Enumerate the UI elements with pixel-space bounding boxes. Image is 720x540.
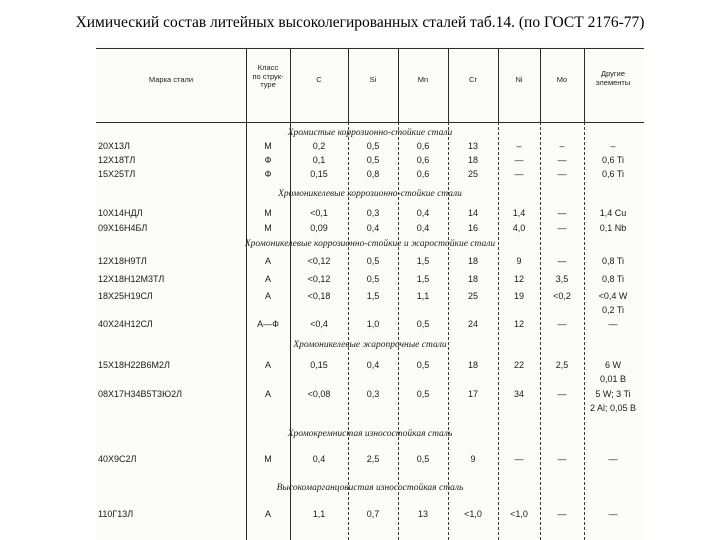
table-cell-ni: 9 <box>516 256 522 266</box>
table-cell-ni: 12 <box>513 274 524 284</box>
table-cell-cls: А <box>264 389 271 399</box>
table-cell-cr: 16 <box>467 223 478 233</box>
header-column-divider <box>498 48 499 122</box>
table-cell-c: 0,1 <box>312 155 326 165</box>
table-cell-other: 0,6 Ti <box>601 169 624 179</box>
table-cell-cls: А—Ф <box>257 319 279 329</box>
header-ni: Ni <box>515 75 523 84</box>
table-cell-other-line-2: 0,2 Ti <box>601 305 624 315</box>
table-cell-other: 0,6 Ti <box>601 155 624 165</box>
table-top-rule <box>96 48 644 49</box>
table-cell-si: 0,3 <box>366 208 380 218</box>
table-cell-mn: 1,1 <box>416 291 430 301</box>
table-cell-cr: <1,0 <box>464 509 482 519</box>
table-cell-ni: 34 <box>513 389 524 399</box>
header-c: C <box>316 75 322 84</box>
table-cell-c: 1,1 <box>312 509 326 519</box>
table-cell-mo: — <box>557 256 567 266</box>
table-row-grade: 18Х25Н19СЛ <box>98 291 153 301</box>
table-cell-c: <0,4 <box>310 319 328 329</box>
table-cell-other: — <box>608 509 618 519</box>
table-cell-mo: — <box>557 454 567 464</box>
table-cell-mn: 0,6 <box>416 141 430 151</box>
section-title: Хромоникелевые коррозионно-стойкие стали <box>278 189 462 199</box>
table-cell-si: 0,3 <box>366 389 380 399</box>
table-cell-cr: 13 <box>467 141 478 151</box>
table-cell-cr: 18 <box>467 360 478 370</box>
table-cell-other: — <box>608 454 618 464</box>
table-cell-other: 0,1 Nb <box>599 223 627 233</box>
table-cell-ni: <1,0 <box>510 509 528 519</box>
header-column-divider <box>448 48 449 122</box>
table-cell-si: 0,4 <box>366 223 380 233</box>
table-cell-other-line-2: 0,01 B <box>599 374 627 384</box>
header-class-line-2: по струк- <box>252 71 284 81</box>
table-cell-cr: 25 <box>467 169 478 179</box>
table-cell-mo: — <box>557 155 567 165</box>
table-row-grade: 15Х25ТЛ <box>98 169 136 179</box>
table-cell-si: 0,5 <box>366 274 380 284</box>
table-cell-si: 0,8 <box>366 169 380 179</box>
column-divider-dashed <box>348 122 349 540</box>
header-column-divider <box>398 48 399 122</box>
table-cell-si: 1,0 <box>366 319 380 329</box>
table-cell-other-line-2: 2 Al; 0,05 B <box>589 403 637 413</box>
table-cell-ni: – <box>516 141 522 151</box>
table-cell-cls: А <box>264 291 271 301</box>
table-cell-mo: <0,2 <box>553 291 571 301</box>
table-cell-cls: Ф <box>264 169 272 179</box>
table-cell-cls: М <box>264 454 272 464</box>
header-class-line-3: туре <box>260 80 276 89</box>
table-cell-cls: А <box>264 509 271 519</box>
table-row-grade: 12Х18Н12М3ТЛ <box>98 274 165 284</box>
scanned-table <box>96 42 644 540</box>
table-cell-other: 0,8 Ti <box>601 256 624 266</box>
table-cell-ni: 12 <box>513 319 524 329</box>
table-cell-cls: М <box>264 208 272 218</box>
table-cell-c: 0,2 <box>312 141 326 151</box>
table-cell-mo: — <box>557 223 567 233</box>
table-cell-c: <0,08 <box>307 389 331 399</box>
table-row-grade: 20Х13Л <box>98 141 130 151</box>
header-other-line-1: Другие <box>600 69 625 78</box>
table-cell-mn: 13 <box>417 509 428 519</box>
header-si: Si <box>369 75 377 84</box>
table-cell-c: 0,15 <box>310 360 328 370</box>
column-divider-dashed <box>584 122 585 540</box>
table-cell-si: 0,7 <box>366 509 380 519</box>
table-cell-mo: 3,5 <box>555 274 569 284</box>
table-cell-cr: 18 <box>467 256 478 266</box>
table-cell-c: 0,15 <box>310 169 328 179</box>
table-cell-si: 0,5 <box>366 141 380 151</box>
table-row-grade: 12Х18Н9ТЛ <box>98 256 147 266</box>
section-title: Хромоникелевые коррозионно-стойкие и жаростойкие стали <box>244 239 496 249</box>
table-cell-si: 2,5 <box>366 454 380 464</box>
header-cr: Cr <box>469 75 477 84</box>
table-cell-cr: 18 <box>467 274 478 284</box>
table-cell-si: 0,4 <box>366 360 380 370</box>
table-cell-mo: – <box>559 141 565 151</box>
section-title: Хромистые коррозионно-стойкие стали <box>287 128 453 138</box>
table-cell-ni: 1,4 <box>512 208 526 218</box>
section-title: Хромокремнистая износостойкая сталь <box>287 429 453 439</box>
table-cell-ni: 19 <box>513 291 524 301</box>
header-other-line-2: элементы <box>595 77 631 87</box>
table-cell-ni: — <box>514 155 524 165</box>
table-cell-other: 6 W <box>604 360 621 370</box>
header-grade: Марка стали <box>148 75 194 84</box>
table-cell-cr: 25 <box>467 291 478 301</box>
table-row-grade: 110Г13Л <box>98 509 134 519</box>
column-divider-dashed <box>398 122 399 540</box>
table-cell-si: 0,5 <box>366 256 380 266</box>
table-cell-cr: 18 <box>467 155 478 165</box>
table-cell-mn: 0,4 <box>416 208 430 218</box>
column-divider-dashed <box>540 122 541 540</box>
table-cell-cls: Ф <box>264 155 272 165</box>
table-row-grade: 15Х18Н22В6М2Л <box>98 360 170 370</box>
table-cell-ni: — <box>514 169 524 179</box>
header-column-divider <box>348 48 349 122</box>
table-cell-other: – <box>610 141 616 151</box>
table-cell-c: 0,09 <box>310 223 328 233</box>
section-title: Хромоникелевые жаропрочные стали <box>293 340 447 350</box>
table-row-grade: 08Х17Н34В5Т3Ю2Л <box>98 389 183 399</box>
table-cell-mo: — <box>557 509 567 519</box>
table-cell-cls: А <box>264 256 271 266</box>
table-cell-cr: 17 <box>467 389 478 399</box>
table-row-grade: 40Х9С2Л <box>98 454 137 464</box>
table-cell-mo: — <box>557 208 567 218</box>
table-cell-ni: — <box>514 454 524 464</box>
header-mn: Mn <box>417 75 429 84</box>
table-row-grade: 40Х24Н12СЛ <box>98 319 153 329</box>
header-other <box>584 70 642 87</box>
table-cell-mn: 1,5 <box>416 256 430 266</box>
table-cell-mn: 0,5 <box>416 454 430 464</box>
table-cell-ni: 4,0 <box>512 223 526 233</box>
table-cell-other: 5 W; 3 Ti <box>595 389 631 399</box>
column-divider-dashed <box>498 122 499 540</box>
table-cell-c: <0,12 <box>307 256 331 266</box>
header-column-divider <box>540 48 541 122</box>
table-cell-other: — <box>608 319 618 329</box>
header-class-line-1: Класс <box>257 63 279 72</box>
table-cell-cr: 24 <box>467 319 478 329</box>
table-cell-c: 0,4 <box>312 454 326 464</box>
table-cell-mn: 0,6 <box>416 155 430 165</box>
table-cell-ni: 22 <box>513 360 524 370</box>
table-cell-cr: 14 <box>467 208 478 218</box>
table-cell-mo: — <box>557 319 567 329</box>
table-cell-mo: — <box>557 169 567 179</box>
table-cell-other: <0,4 W <box>598 291 628 301</box>
table-cell-cls: А <box>264 274 271 284</box>
table-cell-mn: 0,6 <box>416 169 430 179</box>
header-bottom-rule <box>96 122 644 123</box>
table-cell-cls: А <box>264 360 271 370</box>
table-cell-si: 0,5 <box>366 155 380 165</box>
column-divider-dashed <box>448 122 449 540</box>
table-cell-mn: 0,5 <box>416 360 430 370</box>
table-cell-mo: — <box>557 389 567 399</box>
table-cell-mn: 0,5 <box>416 319 430 329</box>
table-row-grade: 10Х14НДЛ <box>98 208 143 218</box>
table-cell-mn: 1,5 <box>416 274 430 284</box>
table-cell-cls: М <box>264 141 272 151</box>
table-cell-mo: 2,5 <box>555 360 569 370</box>
document-title: Химический состав литейных высоколегированных сталей таб.14. (по ГОСТ 2176-77) <box>75 14 645 31</box>
table-cell-c: <0,18 <box>307 291 331 301</box>
table-cell-other: 1,4 Cu <box>599 208 627 218</box>
table-row-grade: 09Х16Н4БЛ <box>98 223 148 233</box>
table-cell-cr: 9 <box>470 454 476 464</box>
table-cell-si: 1,5 <box>366 291 380 301</box>
table-cell-mn: 0,4 <box>416 223 430 233</box>
table-cell-c: <0,12 <box>307 274 331 284</box>
table-cell-c: <0,1 <box>310 208 328 218</box>
table-cell-other: 0,8 Ti <box>601 274 624 284</box>
table-cell-mn: 0,5 <box>416 389 430 399</box>
header-mo: Mo <box>556 75 568 84</box>
section-title: Высокомарганцовистая износостойкая сталь <box>276 483 464 493</box>
table-cell-cls: М <box>264 223 272 233</box>
table-row-grade: 12Х18ТЛ <box>98 155 136 165</box>
header-class <box>246 64 290 90</box>
